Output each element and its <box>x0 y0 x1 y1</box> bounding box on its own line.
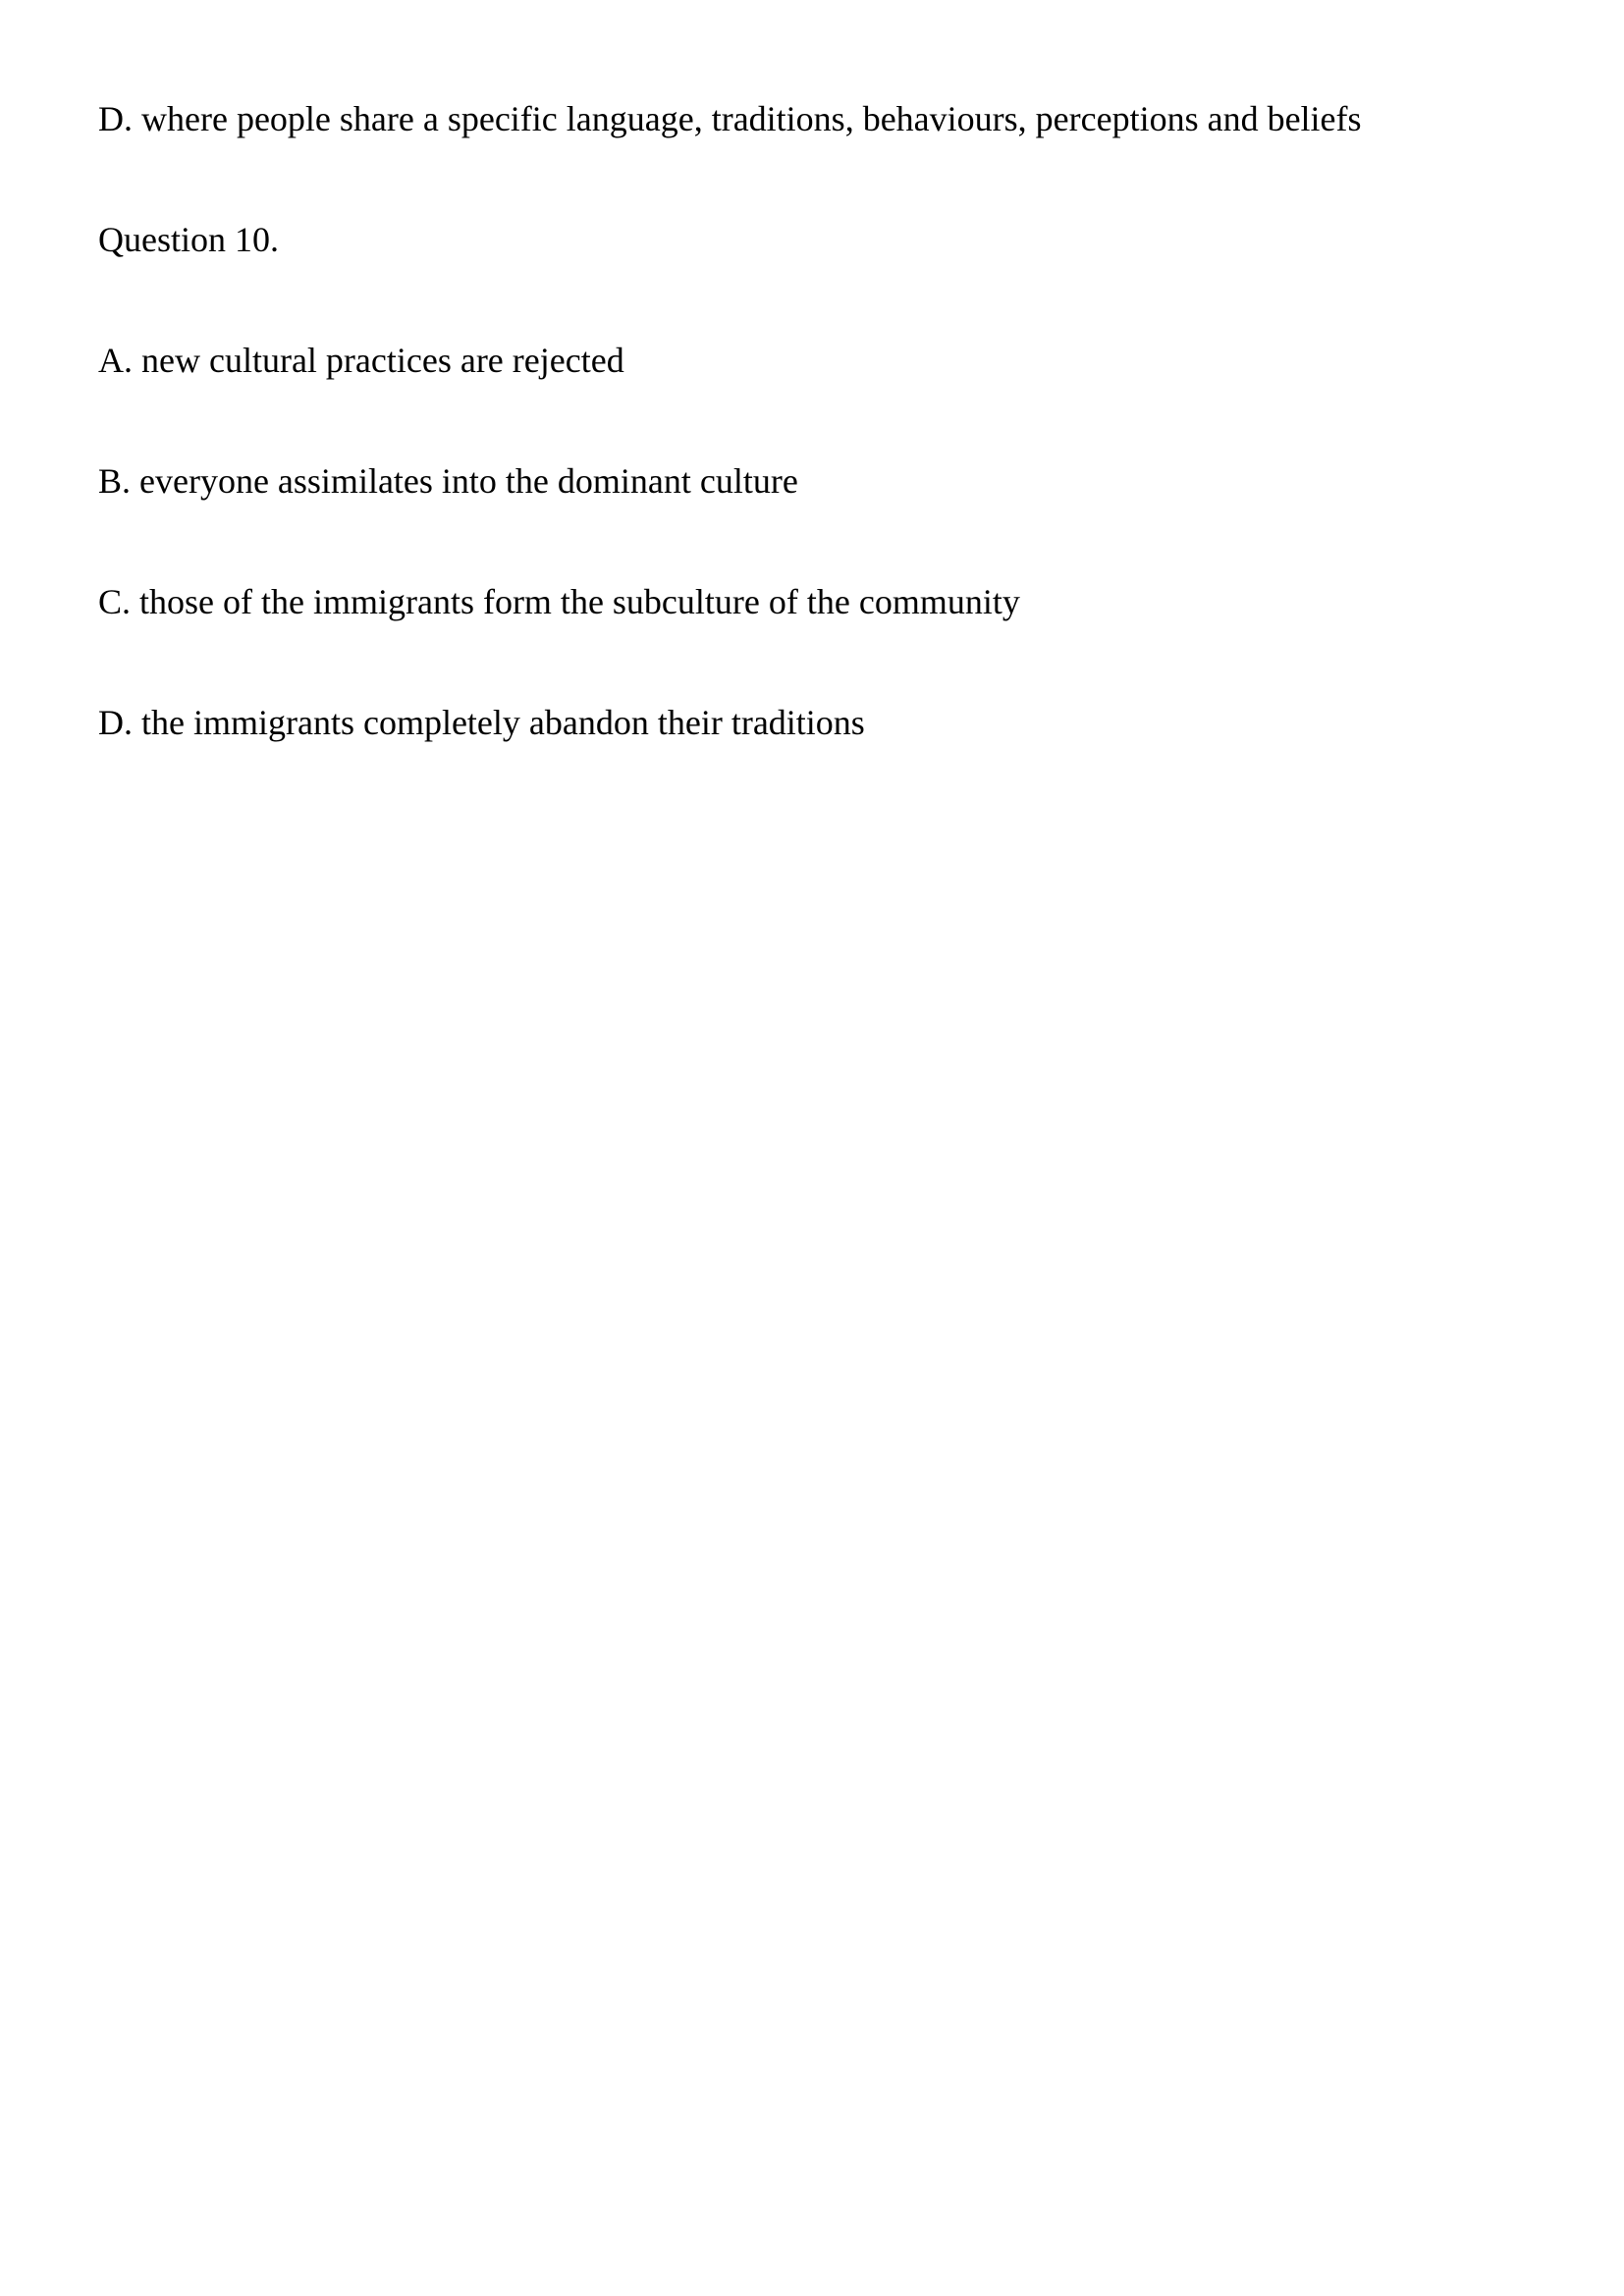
question-10-option-c: C. those of the immigrants form the subculture of the community <box>98 582 1020 621</box>
question-10-option-a: A. new cultural practices are rejected <box>98 341 624 380</box>
question-10-option-b: B. everyone assimilates into the dominant culture <box>98 461 798 501</box>
question-10-option-d: D. the immigrants completely abandon their traditions <box>98 703 865 742</box>
previous-question-option-d: D. where people share a specific language, traditions, behaviours, perceptions and beliefs <box>98 99 1362 138</box>
question-10-heading: Question 10. <box>98 220 279 259</box>
